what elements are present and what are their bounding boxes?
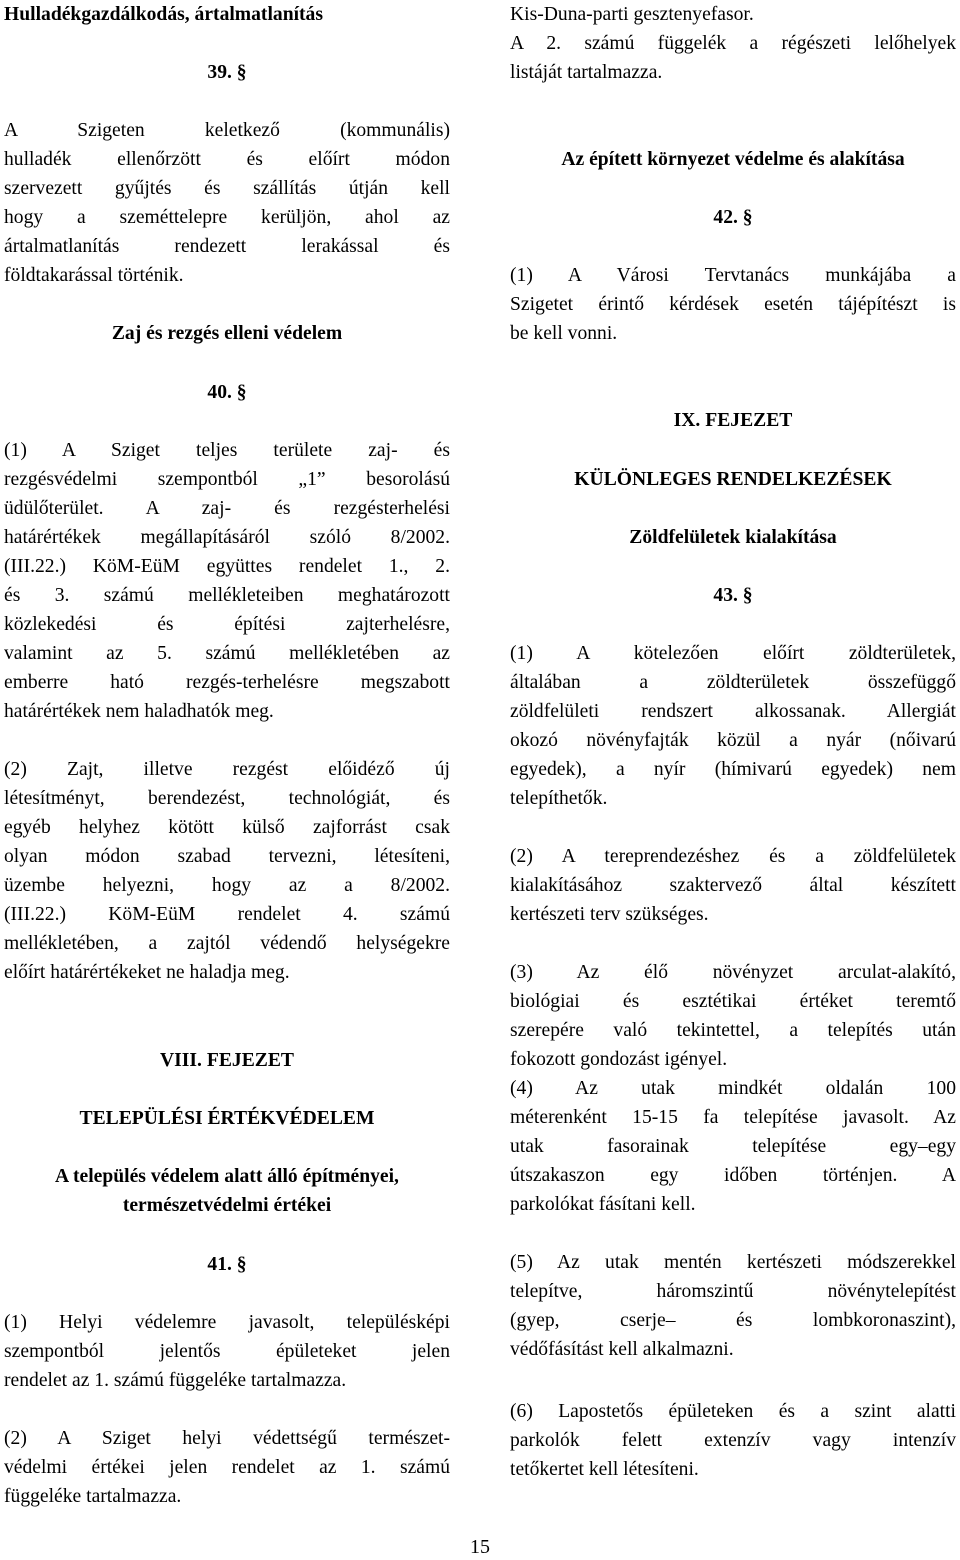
left-text-line: ártalmatlanítás rendezett lerakással és [4, 236, 450, 257]
right-text-line: parkolók felett extenzív vagy intenzív [510, 1430, 956, 1451]
left-text-line: (1) A Sziget teljes területe zaj- és [4, 440, 450, 461]
left-text-line: mellékletében, a zajtól védendő helységekre [4, 933, 450, 954]
right-text-line: (4) Az utak mindkét oldalán 100 [510, 1078, 956, 1099]
left-text-line: rezgésvédelmi szempontból „1” besorolású [4, 469, 450, 490]
right-text-line: útszakaszon egy időben történjen. A [510, 1165, 956, 1186]
left-text-line: előírt határértékeket ne haladja meg. [4, 962, 290, 983]
right-text-line: zöldfelületi rendszert alkossanak. Allergiát [510, 701, 956, 722]
right-text-line: Kis-Duna-parti gesztenyefasor. [510, 4, 754, 25]
left-text-line: olyan módon szabad tervezni, létesíteni, [4, 846, 450, 867]
left-text-line: határértékek megállapításáról szóló 8/2002. [4, 527, 450, 548]
left-text-line: Hulladékgazdálkodás, ártalmatlanítás [4, 4, 323, 25]
left-text-line: határértékek nem haladhatók meg. [4, 701, 274, 722]
left-text-line: A település védelem alatt álló építményei, [55, 1166, 399, 1187]
page-number: 15 [470, 1536, 490, 1558]
left-text-line: 41. § [207, 1254, 247, 1275]
left-text-line: rendelet az 1. számú függeléke tartalmazza. [4, 1370, 347, 1391]
right-text-line: KÜLÖNLEGES RENDELKEZÉSEK [574, 469, 892, 490]
right-text-line: (5) Az utak mentén kertészeti módszerekkel [510, 1252, 956, 1273]
right-text-line: okozó növényfajták közül a nyár (nőivarú [510, 730, 956, 751]
left-text-line: (III.22.) KöM-EüM együttes rendelet 1., 2. [4, 556, 450, 577]
right-text-line: kertészeti terv szükséges. [510, 904, 709, 925]
left-text-line: függeléke tartalmazza. [4, 1486, 182, 1507]
left-text-line: védelmi értékei jelen rendelet az 1. számú [4, 1457, 450, 1478]
left-text-line: hogy a szeméttelepre kerüljön, ahol az [4, 207, 450, 228]
right-text-line: 42. § [713, 207, 753, 228]
right-text-line: kialakításához szaktervező által készített [510, 875, 956, 896]
left-text-line: VIII. FEJEZET [160, 1050, 294, 1071]
right-text-line: (3) Az élő növényzet arculat-alakító, [510, 962, 956, 983]
right-text-line: védőfásítást kell alkalmazni. [510, 1339, 734, 1360]
left-text-line: valamint az 5. számú mellékletében az [4, 643, 450, 664]
left-text-line: földtakarással történik. [4, 265, 184, 286]
left-text-line: (2) Zajt, illetve rezgést előidéző új [4, 759, 450, 780]
right-text-line: Szigetet érintő kérdések esetén tájépítészt is [510, 294, 956, 315]
right-text-line: általában a zöldterületek összefüggő [510, 672, 956, 693]
left-text-line: TELEPÜLÉSI ÉRTÉKVÉDELEM [79, 1108, 375, 1129]
right-text-line: egyedek), a nyír (hímivarú egyedek) nem [510, 759, 956, 780]
right-text-line: (gyep, cserje– és lombkoronaszint), [510, 1310, 956, 1331]
left-text-line: szervezett gyűjtés és szállítás útján kell [4, 178, 450, 199]
left-text-line: üzembe helyezni, hogy az a 8/2002. [4, 875, 450, 896]
right-text-line: (1) A kötelezően előírt zöldterületek, [510, 643, 956, 664]
right-text-line: be kell vonni. [510, 323, 618, 344]
right-text-line: A 2. számú függelék a régészeti lelőhelyek [510, 33, 956, 54]
right-text-line: (2) A tereprendezéshez és a zöldfelületek [510, 846, 956, 867]
left-text-line: közlekedési és építési zajterhelésre, [4, 614, 450, 635]
left-text-line: (2) A Sziget helyi védettségű természet- [4, 1428, 450, 1449]
left-text-line: Zaj és rezgés elleni védelem [111, 323, 343, 344]
left-text-line: természetvédelmi értékei [122, 1195, 332, 1216]
right-text-line: Zöldfelületek kialakítása [629, 527, 837, 548]
left-text-line: egyéb helyhez kötött külső zajforrást csak [4, 817, 450, 838]
right-text-line: (6) Lapostetős épületeken és a szint alatti [510, 1401, 956, 1422]
left-text-line: (1) Helyi védelemre javasolt, településképi [4, 1312, 450, 1333]
left-text-line: (III.22.) KöM-EüM rendelet 4. számú [4, 904, 450, 925]
right-text-line: méterenként 15-15 fa telepítése javasolt. Az [510, 1107, 956, 1128]
left-text-line: A Szigeten keletkező (kommunális) [4, 120, 450, 141]
right-text-line: (1) A Városi Tervtanács munkájába a [510, 265, 956, 286]
right-text-line: Az épített környezet védelme és alakítása [561, 149, 905, 170]
right-text-line: telepítve, háromszintű növénytelepítést [510, 1281, 956, 1302]
left-text-line: 39. § [207, 62, 247, 83]
right-text-line: parkolókat fásítani kell. [510, 1194, 696, 1215]
right-text-line: utak fasorainak telepítése egy–egy [510, 1136, 956, 1157]
left-text-line: szempontból jelentős épületeket jelen [4, 1341, 450, 1362]
right-text-line: telepíthetők. [510, 788, 608, 809]
right-text-line: tetőkertet kell létesíteni. [510, 1459, 699, 1480]
right-text-line: listáját tartalmazza. [510, 62, 663, 83]
left-text-line: és 3. számú mellékleteiben meghatározott [4, 585, 450, 606]
right-text-line: IX. FEJEZET [673, 410, 793, 431]
right-text-line: biológiai és esztétikai értéket teremtő [510, 991, 956, 1012]
right-text-line: szerepére való tekintettel, a telepítés után [510, 1020, 956, 1041]
left-text-line: emberre ható rezgés-terhelésre megszabott [4, 672, 450, 693]
right-text-line: 43. § [713, 585, 753, 606]
left-text-line: létesítményt, berendezést, technológiát, és [4, 788, 450, 809]
left-text-line: 40. § [207, 382, 247, 403]
right-text-line: fokozott gondozást igényel. [510, 1049, 728, 1070]
left-text-line: üdülőterület. A zaj- és rezgésterhelési [4, 498, 450, 519]
left-text-line: hulladék ellenőrzött és előírt módon [4, 149, 450, 170]
